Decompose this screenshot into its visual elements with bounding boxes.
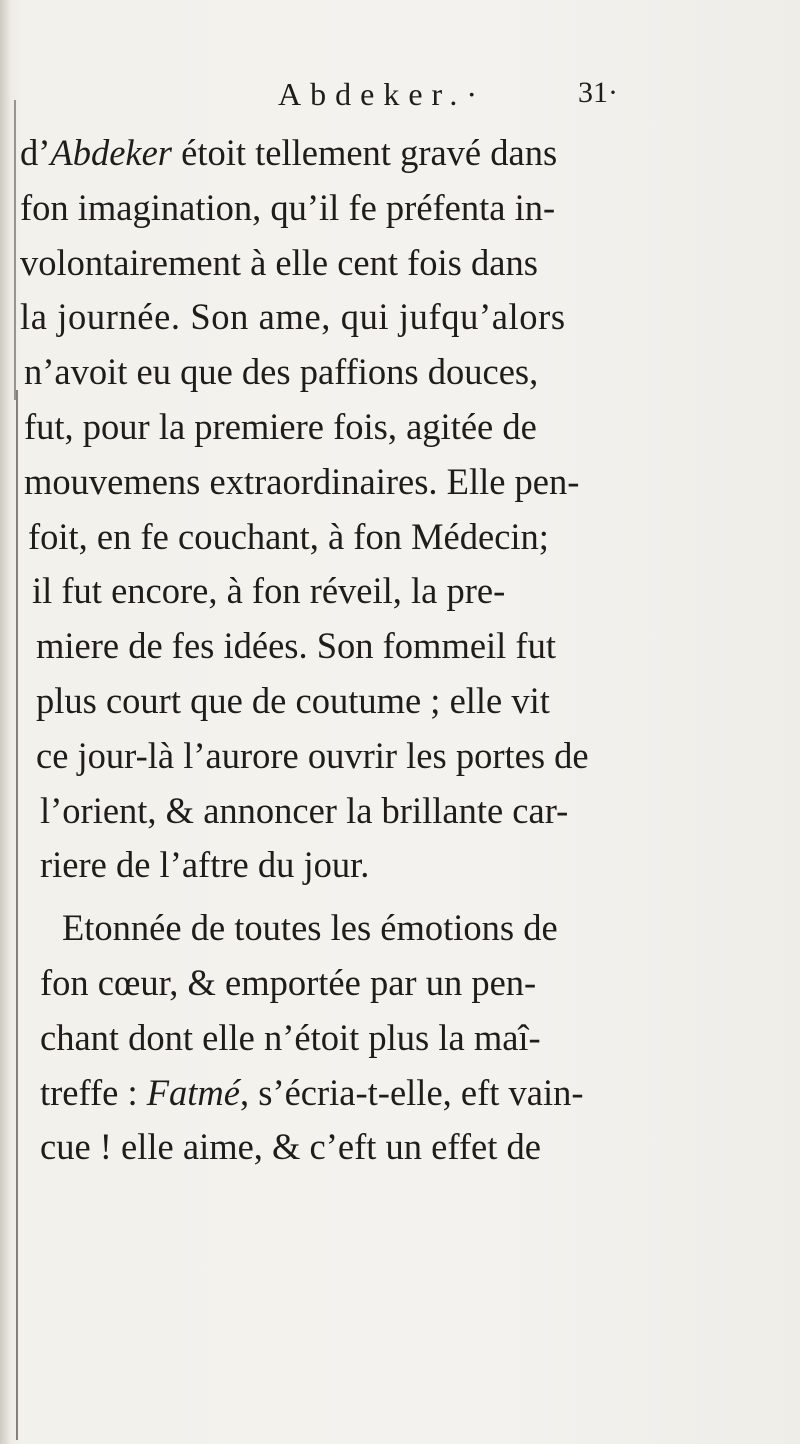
text-line: riere de l’aftre du jour. [40, 844, 370, 886]
text-fragment: étoit tellement gravé dans [172, 132, 558, 173]
text-fragment: treffe : [40, 1071, 147, 1113]
italic-name: Fatmé [146, 1071, 240, 1113]
text-line: fut, pour la premiere fois, agitée de [24, 405, 537, 447]
text-line: plus court que de coutume ; elle vit [36, 679, 550, 721]
page-gutter-shadow [0, 0, 10, 1444]
running-header [278, 76, 638, 124]
text-line: mouvemens extraordinaires. Elle pen- [24, 460, 580, 502]
binding-edge-line [16, 390, 18, 1440]
text-line: la journée. Son ame, qui jufqu’alors [20, 296, 566, 338]
text-line: Etonnée de toutes les émotions de [62, 907, 558, 949]
text-line [20, 126, 790, 181]
text-line: il fut encore, à fon réveil, la pre- [32, 570, 506, 612]
text-line [20, 1066, 790, 1121]
text-fragment: d’ [20, 132, 51, 173]
italic-name: Abdeker [50, 132, 173, 173]
binding-edge-line [14, 100, 16, 400]
text-fragment: , s’écria-t-elle, eft vain- [240, 1071, 584, 1113]
body-text [20, 126, 790, 1175]
text-line: fon imagination, qu’il fe préfenta in- [20, 186, 556, 228]
page-number: 31· [578, 76, 618, 109]
text-line: miere de fes idées. Son fommeil fut [36, 625, 556, 667]
text-line: volontairement à elle cent fois dans [20, 241, 538, 283]
text-line: fon cœur, & emportée par un pen- [40, 961, 537, 1003]
text-line: n’avoit eu que des paffions douces, [24, 351, 539, 393]
text-line: foit, en fe couchant, à fon Médecin; [28, 515, 549, 557]
text-line: cue ! elle aime, & c’eft un effet de [40, 1126, 541, 1168]
text-line: chant dont elle n’étoit plus la maî- [40, 1016, 541, 1058]
running-title: Abdeker.· [278, 76, 487, 112]
text-line: l’orient, & annoncer la brillante car- [40, 789, 569, 831]
text-line: ce jour-là l’aurore ouvrir les portes de [36, 734, 589, 776]
